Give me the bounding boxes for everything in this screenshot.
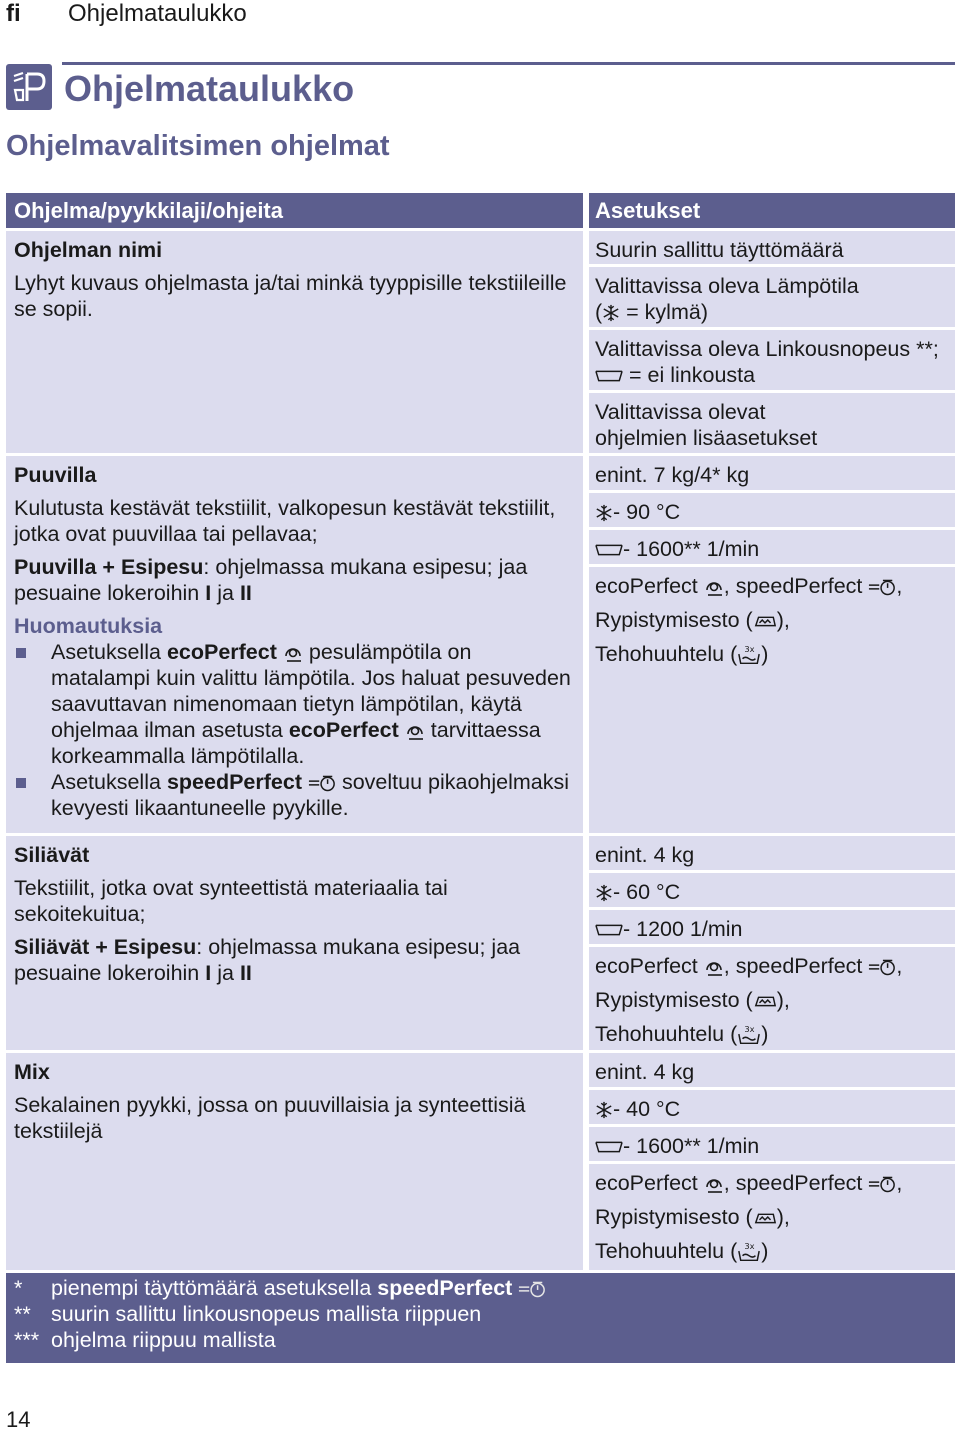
mix-load: enint. 4 kg [589, 1053, 955, 1087]
mix-spin: - 1600** 1/min [589, 1127, 955, 1161]
rinse-3x-icon [737, 1241, 761, 1263]
prewash-info: Siliävät + Esipesu: ohjelmassa mukana esipesu; jaa pesuaine lokeroihin I ja II [14, 935, 521, 985]
speed-icon [868, 957, 896, 977]
eco-icon [704, 957, 724, 977]
program-desc: Kulutusta kestävät tekstiilit, valkopesun kestävät tekstiilit, jotka ovat puuvillaa tai pellavaa; [14, 496, 556, 546]
crease-icon [753, 611, 777, 631]
footnotes [6, 1273, 955, 1363]
table-header-left: Ohjelma/pyykkilaji/ohjeita [6, 193, 583, 228]
legend-name: Ohjelman nimi [14, 238, 163, 262]
program-logo [6, 64, 52, 110]
program-name: Mix [14, 1060, 50, 1084]
legend-load: Suurin sallittu täyttömäärä [589, 231, 955, 264]
eco-icon [405, 721, 425, 741]
speed-icon [308, 773, 336, 793]
snowflake-icon [595, 504, 613, 522]
legend-desc: Lyhyt kuvaus ohjelmasta ja/tai minkä tyyppisille tekstiileille se sopii. [14, 271, 567, 321]
note-eco: Asetuksella ecoPerfect pesulämpötila on matalampi kuin valittu lämpötila. Jos haluat pesuveden saavuttavan nimenomaan tietyn lämpötilan, käytä ohjelmaa ilman asetusta ecoPerfect tarvittaessa korkeammalla lämpötilalla. [14, 639, 575, 769]
page-number: 14 [6, 1407, 31, 1432]
synthetics-options: ecoPerfect , speedPerfect , Rypistymisesto ( ), Tehohuuhtelu ( ) [589, 947, 955, 1050]
cotton-spin: - 1600** 1/min [589, 530, 955, 564]
cotton-temp: - 90 °C [589, 493, 955, 527]
program-desc: Tekstiilit, jotka ovat synteettistä materiaalia tai sekoitekuitua; [14, 876, 448, 926]
spin-icon [595, 923, 623, 937]
notes-title: Huomautuksia [14, 614, 163, 638]
crease-icon [753, 1208, 777, 1228]
program-mix [6, 1053, 583, 1270]
synthetics-spin: - 1200 1/min [589, 910, 955, 944]
running-header: Ohjelmataulukko [68, 0, 247, 27]
program-name: Puuvilla [14, 463, 97, 487]
program-p-icon [6, 64, 52, 110]
cotton-load: enint. 7 kg/4* kg [589, 456, 955, 490]
notes-list [14, 639, 575, 821]
snowflake-icon [595, 884, 613, 902]
snowflake-icon [602, 304, 620, 322]
rinse-3x-icon [737, 644, 761, 666]
legend-temp: Valittavissa oleva Lämpötila ( = kylmä) [589, 267, 955, 327]
synthetics-temp: - 60 °C [589, 873, 955, 907]
eco-icon [704, 1174, 724, 1194]
legend-options: Valittavissa olevat ohjelmien lisäasetukset [589, 393, 955, 453]
rinse-3x-icon [737, 1024, 761, 1046]
note-speed: Asetuksella speedPerfect soveltuu pikaohjelmaksi kevyesti likaantuneelle pyykille. [14, 769, 575, 821]
mix-temp: - 40 °C [589, 1090, 955, 1124]
prewash-info: Puuvilla + Esipesu: ohjelmassa mukana esipesu; jaa pesuaine lokeroihin I ja II [14, 555, 528, 605]
footnote: * pienempi täyttömäärä asetuksella speedPerfect [14, 1275, 947, 1301]
table-header-right: Asetukset [589, 193, 955, 228]
crease-icon [753, 991, 777, 1011]
footnote: *** ohjelma riippuu mallista [14, 1328, 276, 1352]
program-synthetics [6, 836, 583, 1050]
spin-icon [595, 1140, 623, 1154]
snowflake-icon [595, 1101, 613, 1119]
mix-options: ecoPerfect , speedPerfect , Rypistymisesto ( ), Tehohuuhtelu ( ) [589, 1164, 955, 1270]
title-rule [62, 62, 955, 65]
eco-icon [704, 577, 724, 597]
legend-left [6, 231, 583, 453]
speed-icon [518, 1279, 546, 1299]
eco-icon [283, 643, 303, 663]
cotton-options: ecoPerfect , speedPerfect , Rypistymisesto ( ), Tehohuuhtelu ( ) [589, 567, 955, 833]
spin-icon [595, 369, 623, 383]
speed-icon [868, 1174, 896, 1194]
section-title: Ohjelmavalitsimen ohjelmat [6, 130, 390, 162]
language-code: fi [6, 0, 21, 27]
footnote: ** suurin sallittu linkousnopeus mallista riippuen [14, 1302, 482, 1326]
speed-icon [868, 577, 896, 597]
program-name: Siliävät [14, 843, 90, 867]
program-desc: Sekalainen pyykki, jossa on puuvillaisia ja synteettisiä tekstiilejä [14, 1093, 526, 1143]
synthetics-load: enint. 4 kg [589, 836, 955, 870]
spin-icon [595, 543, 623, 557]
legend-spin: Valittavissa oleva Linkousnopeus **; = ei linkousta [589, 330, 955, 390]
program-cotton [6, 456, 583, 833]
page-title: Ohjelmataulukko [64, 68, 355, 109]
